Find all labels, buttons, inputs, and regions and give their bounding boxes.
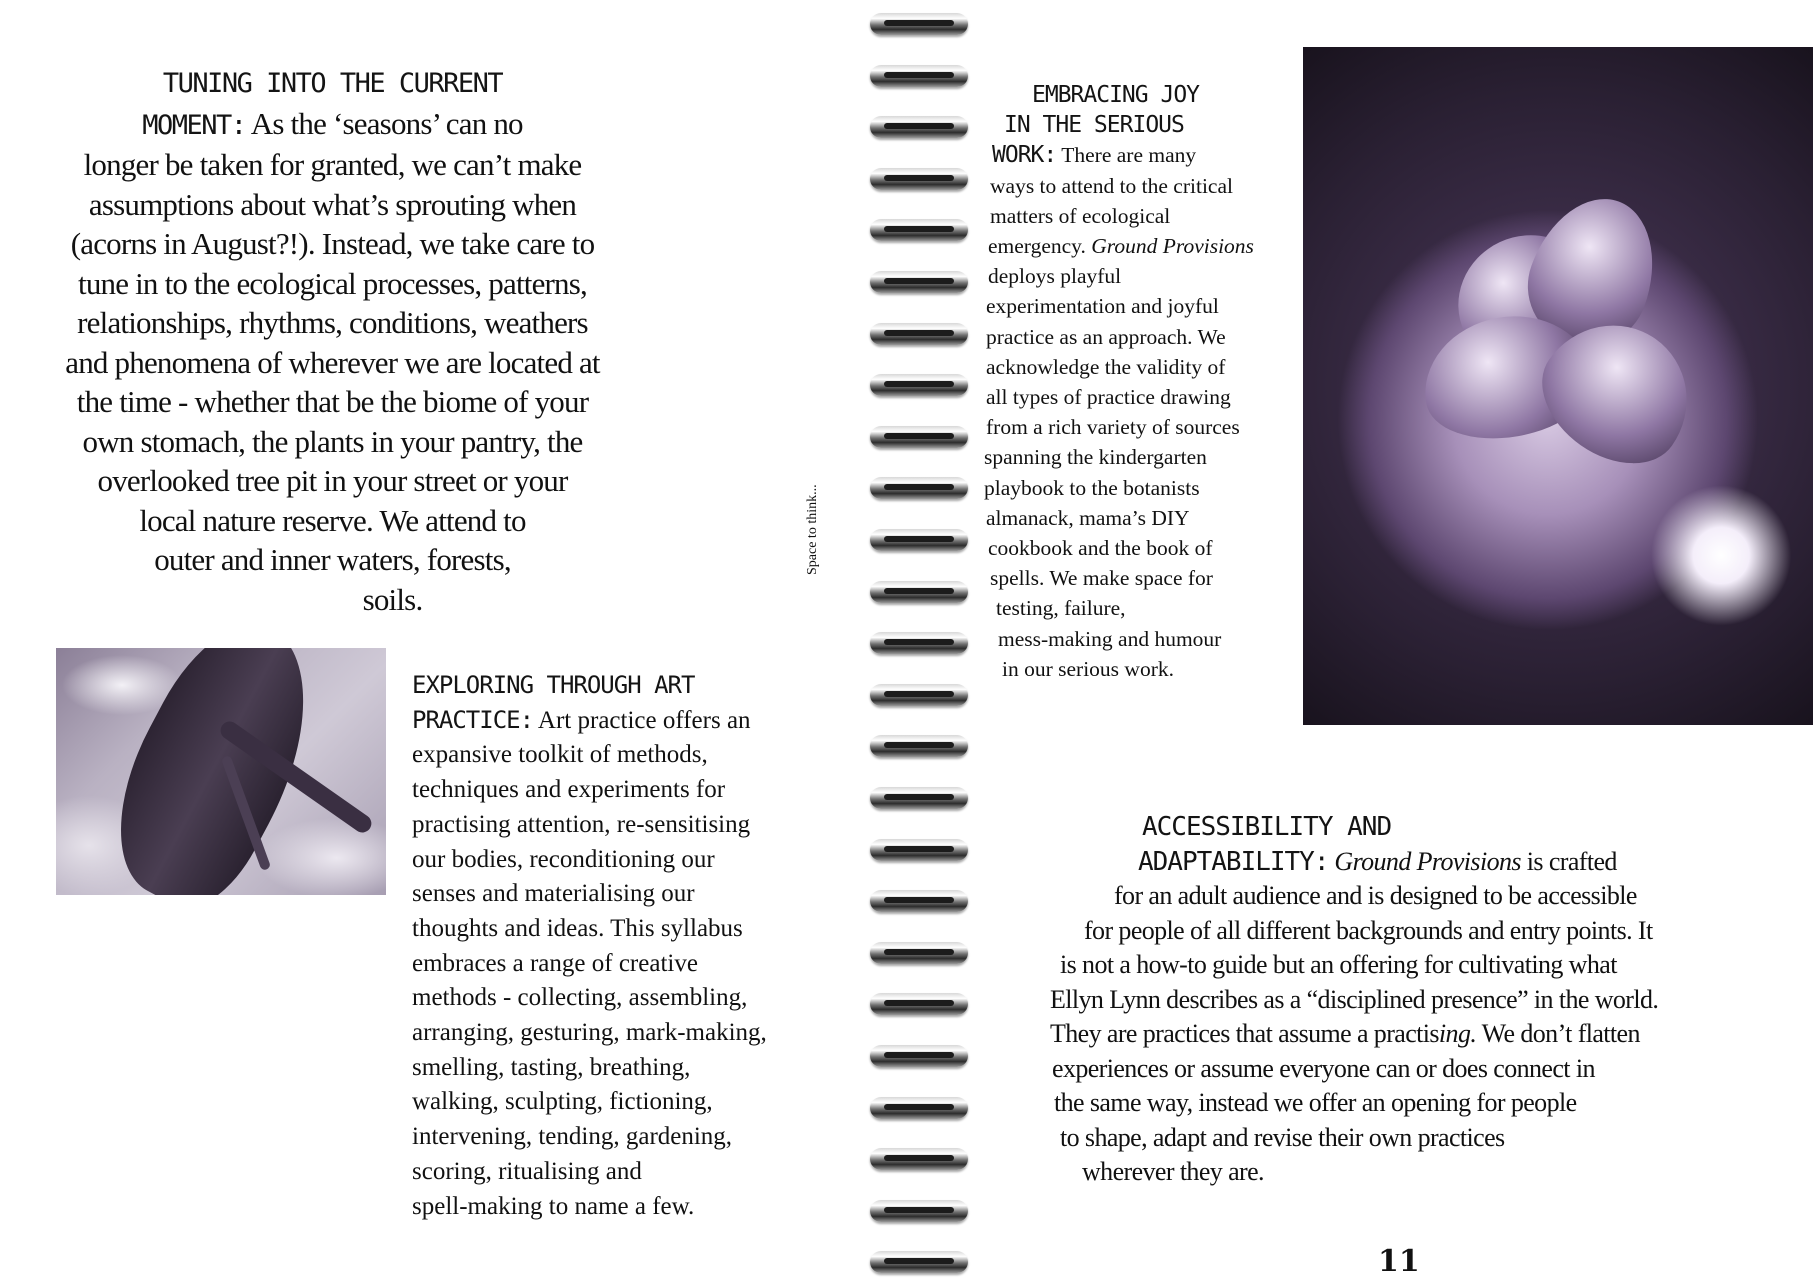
binding-ring [870, 787, 968, 809]
embracing-line: experimentation and joyful [986, 294, 1219, 319]
accessibility-practising-italic: ing. [1438, 1019, 1477, 1048]
accessibility-practising-rest: We don’t flatten [1476, 1019, 1640, 1048]
section-exploring [412, 668, 832, 1224]
binding-ring [870, 942, 968, 964]
embracing-line: from a rich variety of sources [986, 415, 1240, 440]
exploring-line: expansive toolkit of methods, [412, 741, 708, 769]
tree-trunk-shape [82, 648, 351, 895]
exploring-line: our bodies, reconditioning our [412, 845, 715, 873]
section-tuning [20, 62, 645, 619]
embracing-emergency-title: Ground Provisions [1091, 234, 1254, 259]
exploring-line1-rest: Art practice offers an [533, 706, 751, 734]
spiral-binding [868, 0, 972, 1286]
embracing-line: matters of ecological [990, 203, 1171, 228]
binding-ring [870, 426, 968, 448]
binding-ring [870, 735, 968, 757]
binding-ring [870, 323, 968, 345]
tuning-line: and phenomena of wherever we are located at [65, 344, 600, 380]
accessibility-line: for an adult audience and is designed to be accessible [1114, 881, 1637, 910]
embracing-line: playbook to the botanists [984, 475, 1200, 500]
section-accessibility [1030, 810, 1770, 1190]
binding-ring [870, 1200, 968, 1222]
tuning-line: local nature reserve. We attend to [139, 502, 526, 538]
embracing-line: almanack, mama’s DIY [986, 505, 1190, 530]
tree-photo [56, 648, 386, 895]
exploring-line: intervening, tending, gardening, [412, 1123, 733, 1151]
binding-ring [870, 168, 968, 190]
tuning-line: own stomach, the plants in your pantry, the [82, 423, 583, 459]
exploring-line: arranging, gesturing, mark-making, [412, 1019, 767, 1047]
tuning-heading-2: MOMENT: [142, 109, 246, 141]
tuning-line: outer and inner waters, forests, [154, 542, 511, 577]
exploring-line: methods - collecting, assembling, [412, 984, 748, 1012]
exploring-line: practising attention, re-sensitising [412, 810, 751, 838]
embracing-line-emergency [980, 231, 1320, 261]
tuning-line: overlooked tree pit in your street or your [97, 463, 568, 498]
binding-ring [870, 1045, 968, 1067]
exploring-line: senses and materialising our [412, 880, 695, 908]
embracing-line1-rest: There are many [1056, 143, 1197, 168]
embracing-heading-2: IN THE SERIOUS [1004, 112, 1184, 139]
embracing-line: spanning the kindergarten [984, 445, 1207, 470]
binding-ring [870, 1097, 968, 1119]
accessibility-title: Ground Provisions [1334, 846, 1521, 876]
accessibility-line-practising [1030, 1017, 1770, 1052]
flower-photo [1303, 47, 1813, 725]
accessibility-line: experiences or assume everyone can or does connect in [1052, 1053, 1595, 1083]
embracing-emergency-prefix: emergency. [988, 234, 1092, 259]
accessibility-heading-2: ADAPTABILITY: [1138, 846, 1329, 877]
embracing-line: ways to attend to the critical [990, 173, 1233, 198]
tuning-line1-rest: As the ‘seasons’ can no [245, 105, 523, 141]
exploring-heading-1: EXPLORING THROUGH ART [412, 671, 695, 699]
accessibility-line1-rest: is crafted [1520, 846, 1617, 876]
binding-ring [870, 1251, 968, 1273]
tuning-heading-line1 [20, 62, 645, 104]
binding-ring [870, 271, 968, 293]
exploring-line: scoring, ritualising and [412, 1157, 642, 1185]
embracing-line: cookbook and the book of [988, 536, 1213, 561]
embracing-line: deploys playful [988, 264, 1122, 289]
binding-ring [870, 1148, 968, 1170]
embracing-line: practice as an approach. We [986, 324, 1226, 349]
tuning-line: the time - whether that be the biome of your [76, 384, 589, 419]
embracing-line: in our serious work. [1002, 656, 1174, 681]
accessibility-line: for people of all different backgrounds and entry points. It [1084, 915, 1653, 945]
embracing-line: testing, failure, [996, 596, 1126, 621]
space-to-think-note: Space to think... [805, 484, 820, 575]
exploring-line: techniques and experiments for [412, 776, 726, 804]
exploring-line: walking, sculpting, fictioning, [412, 1088, 713, 1116]
binding-ring [870, 116, 968, 138]
binding-ring [870, 13, 968, 35]
binding-ring [870, 684, 968, 706]
binding-ring [870, 993, 968, 1015]
binding-ring [870, 374, 968, 396]
exploring-line: spell-making to name a few. [412, 1192, 695, 1220]
accessibility-line: Ellyn Lynn describes as a “disciplined presence” in the world. [1050, 984, 1659, 1014]
binding-ring [870, 632, 968, 654]
tuning-line: (acorns in August?!). Instead, we take care to [70, 226, 595, 261]
tuning-line: tune in to the ecological processes, patterns, [78, 265, 587, 301]
binding-ring [870, 890, 968, 912]
tuning-heading-1: TUNING INTO THE CURRENT [162, 68, 503, 99]
embracing-heading-1: EMBRACING JOY [1032, 82, 1200, 108]
binding-ring [870, 477, 968, 499]
accessibility-line: to shape, adapt and revise their own practices [1060, 1122, 1505, 1152]
section-embracing [980, 80, 1320, 684]
tuning-line: soils. [362, 581, 423, 617]
accessibility-practising-prefix: They are practices that assume a practis [1050, 1019, 1439, 1048]
accessibility-line: wherever they are. [1082, 1157, 1264, 1186]
exploring-line: thoughts and ideas. This syllabus [412, 914, 743, 942]
embracing-line: mess-making and humour [998, 626, 1222, 651]
binding-ring [870, 65, 968, 87]
accessibility-line: the same way, instead we offer an opening for people [1054, 1088, 1577, 1117]
binding-ring [870, 529, 968, 551]
page-number: 11 [1378, 1244, 1420, 1279]
exploring-line-1 [412, 703, 832, 739]
binding-ring [870, 839, 968, 861]
tuning-line: assumptions about what’s sprouting when [88, 186, 577, 222]
tuning-line: longer be taken for granted, we can’t make [83, 147, 582, 182]
accessibility-line-1 [1030, 845, 1770, 880]
exploring-line: embraces a range of creative [412, 949, 698, 977]
tuning-line-1 [20, 104, 645, 146]
embracing-line: spells. We make space for [990, 566, 1213, 591]
exploring-line: smelling, tasting, breathing, [412, 1053, 691, 1081]
embracing-heading-3: WORK: [992, 142, 1057, 169]
embracing-line: all types of practice drawing [986, 385, 1231, 410]
tuning-line: relationships, rhythms, conditions, weathers [77, 305, 588, 340]
embracing-line-1 [980, 140, 1320, 170]
exploring-heading-2: PRACTICE: [412, 705, 534, 734]
binding-ring [870, 219, 968, 241]
accessibility-heading-1: ACCESSIBILITY AND [1142, 812, 1392, 842]
accessibility-line: is not a how-to guide but an offering for cultivating what [1060, 950, 1617, 979]
binding-ring [870, 581, 968, 603]
embracing-line: acknowledge the validity of [986, 354, 1226, 379]
